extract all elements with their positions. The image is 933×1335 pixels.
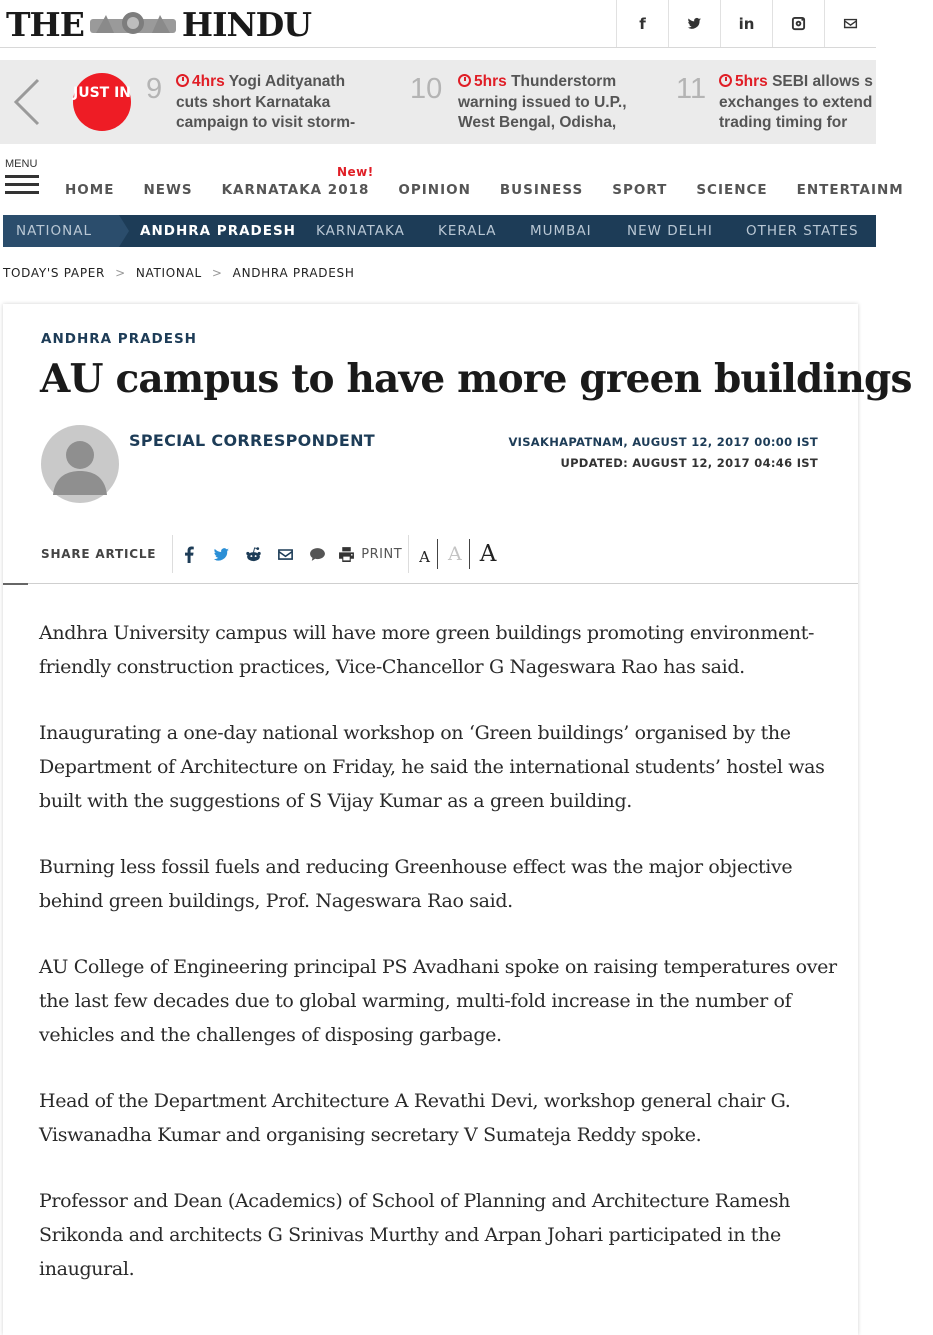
article-paragraph: Inaugurating a one-day national workshop on ‘Green buildings’ organised by the Department of Architecture on Friday, he said the international students’ hostel was built with the suggestions of S Vijay Kumar as a green building. <box>39 722 825 812</box>
ticker-item-number: 10 <box>410 73 443 105</box>
share-email-button[interactable] <box>269 535 301 573</box>
ticker-item-time: 4hrs <box>192 73 225 90</box>
ticker-item-time: 5hrs <box>735 73 768 90</box>
nav-item-news[interactable]: NEWS <box>143 182 193 198</box>
article-divider <box>3 583 858 584</box>
comment-icon <box>309 546 326 563</box>
site-logo[interactable] <box>6 4 311 44</box>
ticker-item-line: warning issued to U.P., <box>458 93 627 111</box>
ticker-item-line: Thunderstorm <box>511 73 617 90</box>
twitter-icon <box>213 546 230 563</box>
logo-text-right: HINDU <box>181 4 312 44</box>
subnav-item-mumbai[interactable]: MUMBAI <box>530 223 592 239</box>
article-paragraph: AU College of Engineering principal PS Avadhani spoke on raising temperatures over the last few decades due to global warming, multi-fold increase in the number of vehicles and the challenges of disposing garbage. <box>39 956 837 1046</box>
updated-date: UPDATED: AUGUST 12, 2017 04:46 IST <box>560 456 818 470</box>
breadcrumb-national[interactable]: NATIONAL <box>135 266 202 280</box>
mail-icon <box>843 16 858 31</box>
ticker-item[interactable] <box>676 71 876 137</box>
breadcrumb-separator: > <box>115 266 126 280</box>
subnav-item-karnataka[interactable]: KARNATAKA <box>316 223 405 239</box>
breadcrumb <box>3 266 355 280</box>
linkedin-icon: in <box>738 14 755 33</box>
main-nav <box>65 182 933 198</box>
subnav-item-andhra-pradesh[interactable]: ANDHRA PRADESH <box>140 223 296 239</box>
article-section-label[interactable]: ANDHRA PRADESH <box>41 331 197 347</box>
print-icon <box>338 546 355 563</box>
reddit-icon <box>245 546 262 563</box>
ticker-item-text <box>176 72 355 134</box>
author-name[interactable]: SPECIAL CORRESPONDENT <box>129 431 375 450</box>
subnav-item-national[interactable]: NATIONAL <box>16 223 92 239</box>
breadcrumb-todays-paper[interactable]: TODAY'S PAPER <box>3 266 106 280</box>
instagram-icon <box>791 16 806 31</box>
article-dateline <box>508 432 818 474</box>
instagram-link[interactable] <box>772 0 824 47</box>
twitter-link[interactable] <box>668 0 720 47</box>
person-icon <box>41 425 119 503</box>
nav-item-business[interactable]: BUSINESS <box>499 182 584 198</box>
nav-item-science[interactable]: SCIENCE <box>696 182 768 198</box>
divider <box>469 539 470 569</box>
article-paragraph: Head of the Department Architecture A Revathi Devi, workshop general chair G. Viswanadha Kumar and organising secretary V Sumateja Reddy spoke. <box>39 1090 791 1146</box>
article-paragraph: Burning less fossil fuels and reducing Greenhouse effect was the major objective behind green buildings, Prof. Nageswara Rao said. <box>39 856 793 912</box>
author-avatar <box>41 425 119 503</box>
section-subnav <box>3 215 876 247</box>
share-label: SHARE ARTICLE <box>41 547 157 561</box>
ticker-item-text <box>719 72 873 134</box>
facebook-icon: f <box>639 14 646 33</box>
mail-link[interactable] <box>824 0 876 47</box>
ticker-item-line: trading timing for <box>719 114 848 131</box>
social-links <box>616 0 876 47</box>
comments-button[interactable] <box>301 535 333 573</box>
ticker-item-line: exchanges to extend <box>719 93 873 111</box>
article-headline: AU campus to have more green buildings <box>40 356 912 402</box>
linkedin-link[interactable] <box>720 0 772 47</box>
nav-item-sport[interactable]: SPORT <box>612 182 668 198</box>
facebook-icon <box>181 546 198 563</box>
ticker-item-line: Yogi Adityanath <box>228 73 346 90</box>
ticker-item-line: SEBI allows s <box>772 73 873 90</box>
breadcrumb-separator: > <box>211 266 223 280</box>
ticker-item-line: campaign to visit storm- <box>176 114 356 131</box>
menu-label: MENU <box>5 158 38 170</box>
print-button[interactable] <box>333 535 359 573</box>
subnav-item-other-states[interactable]: OTHER STATES <box>746 223 859 239</box>
just-in-badge: JUST IN <box>73 73 131 131</box>
subnav-item-new-delhi[interactable]: NEW DELHI <box>627 223 713 239</box>
divider <box>437 539 438 569</box>
ticker-item-line: West Bengal, Odisha, <box>458 114 617 131</box>
clock-icon <box>458 74 471 87</box>
ticker-item-text <box>458 72 627 134</box>
clock-icon <box>176 74 189 87</box>
main-nav-clip <box>0 180 904 210</box>
nav-item-home[interactable]: HOME <box>65 182 115 198</box>
share-toolbar <box>41 535 496 573</box>
article-divider-mark <box>3 583 28 585</box>
publish-date: VISAKHAPATNAM, AUGUST 12, 2017 00:00 IST <box>508 435 818 449</box>
print-label[interactable]: PRINT <box>361 546 403 562</box>
emblem-icon <box>86 9 180 39</box>
top-bar <box>0 0 876 48</box>
font-size-large-button[interactable]: A <box>479 541 497 567</box>
nav-item-karnataka-2018[interactable]: KARNATAKA 2018 <box>221 182 370 198</box>
font-size-small-button[interactable]: A <box>419 548 430 566</box>
font-size-medium-button[interactable]: A <box>448 543 462 565</box>
ticker-item-time: 5hrs <box>474 73 507 90</box>
share-facebook-button[interactable] <box>173 535 205 573</box>
clock-icon <box>719 74 732 87</box>
share-twitter-button[interactable] <box>205 535 237 573</box>
twitter-icon <box>687 16 702 31</box>
share-reddit-button[interactable] <box>237 535 269 573</box>
subnav-item-kerala[interactable]: KERALA <box>438 223 497 239</box>
article-paragraph: Andhra University campus will have more green buildings promoting environment-friendly construction practices, Vice-Chancellor G Nageswara Rao has said. <box>39 622 815 678</box>
nav-item-entertainment[interactable]: ENTERTAINM <box>796 182 904 198</box>
nav-item-opinion[interactable]: OPINION <box>398 182 471 198</box>
divider <box>408 535 409 573</box>
new-badge: New! <box>337 165 374 179</box>
ticker-item-number: 11 <box>676 73 707 105</box>
article-paragraph: Professor and Dean (Academics) of School of Planning and Architecture Ramesh Srikonda and architects G Srinivas Murthy and Arpan Johari participated in the inaugural. <box>39 1190 791 1280</box>
article-body <box>39 616 839 1318</box>
chevron-left-icon[interactable] <box>10 78 44 126</box>
logo-text-left: THE <box>6 4 84 44</box>
ticker-item-line: cuts short Karnataka <box>176 93 331 111</box>
ticker-item-number: 9 <box>146 73 163 105</box>
mail-icon <box>277 546 294 563</box>
facebook-link[interactable] <box>616 0 668 47</box>
breadcrumb-andhra-pradesh[interactable]: ANDHRA PRADESH <box>232 266 355 280</box>
